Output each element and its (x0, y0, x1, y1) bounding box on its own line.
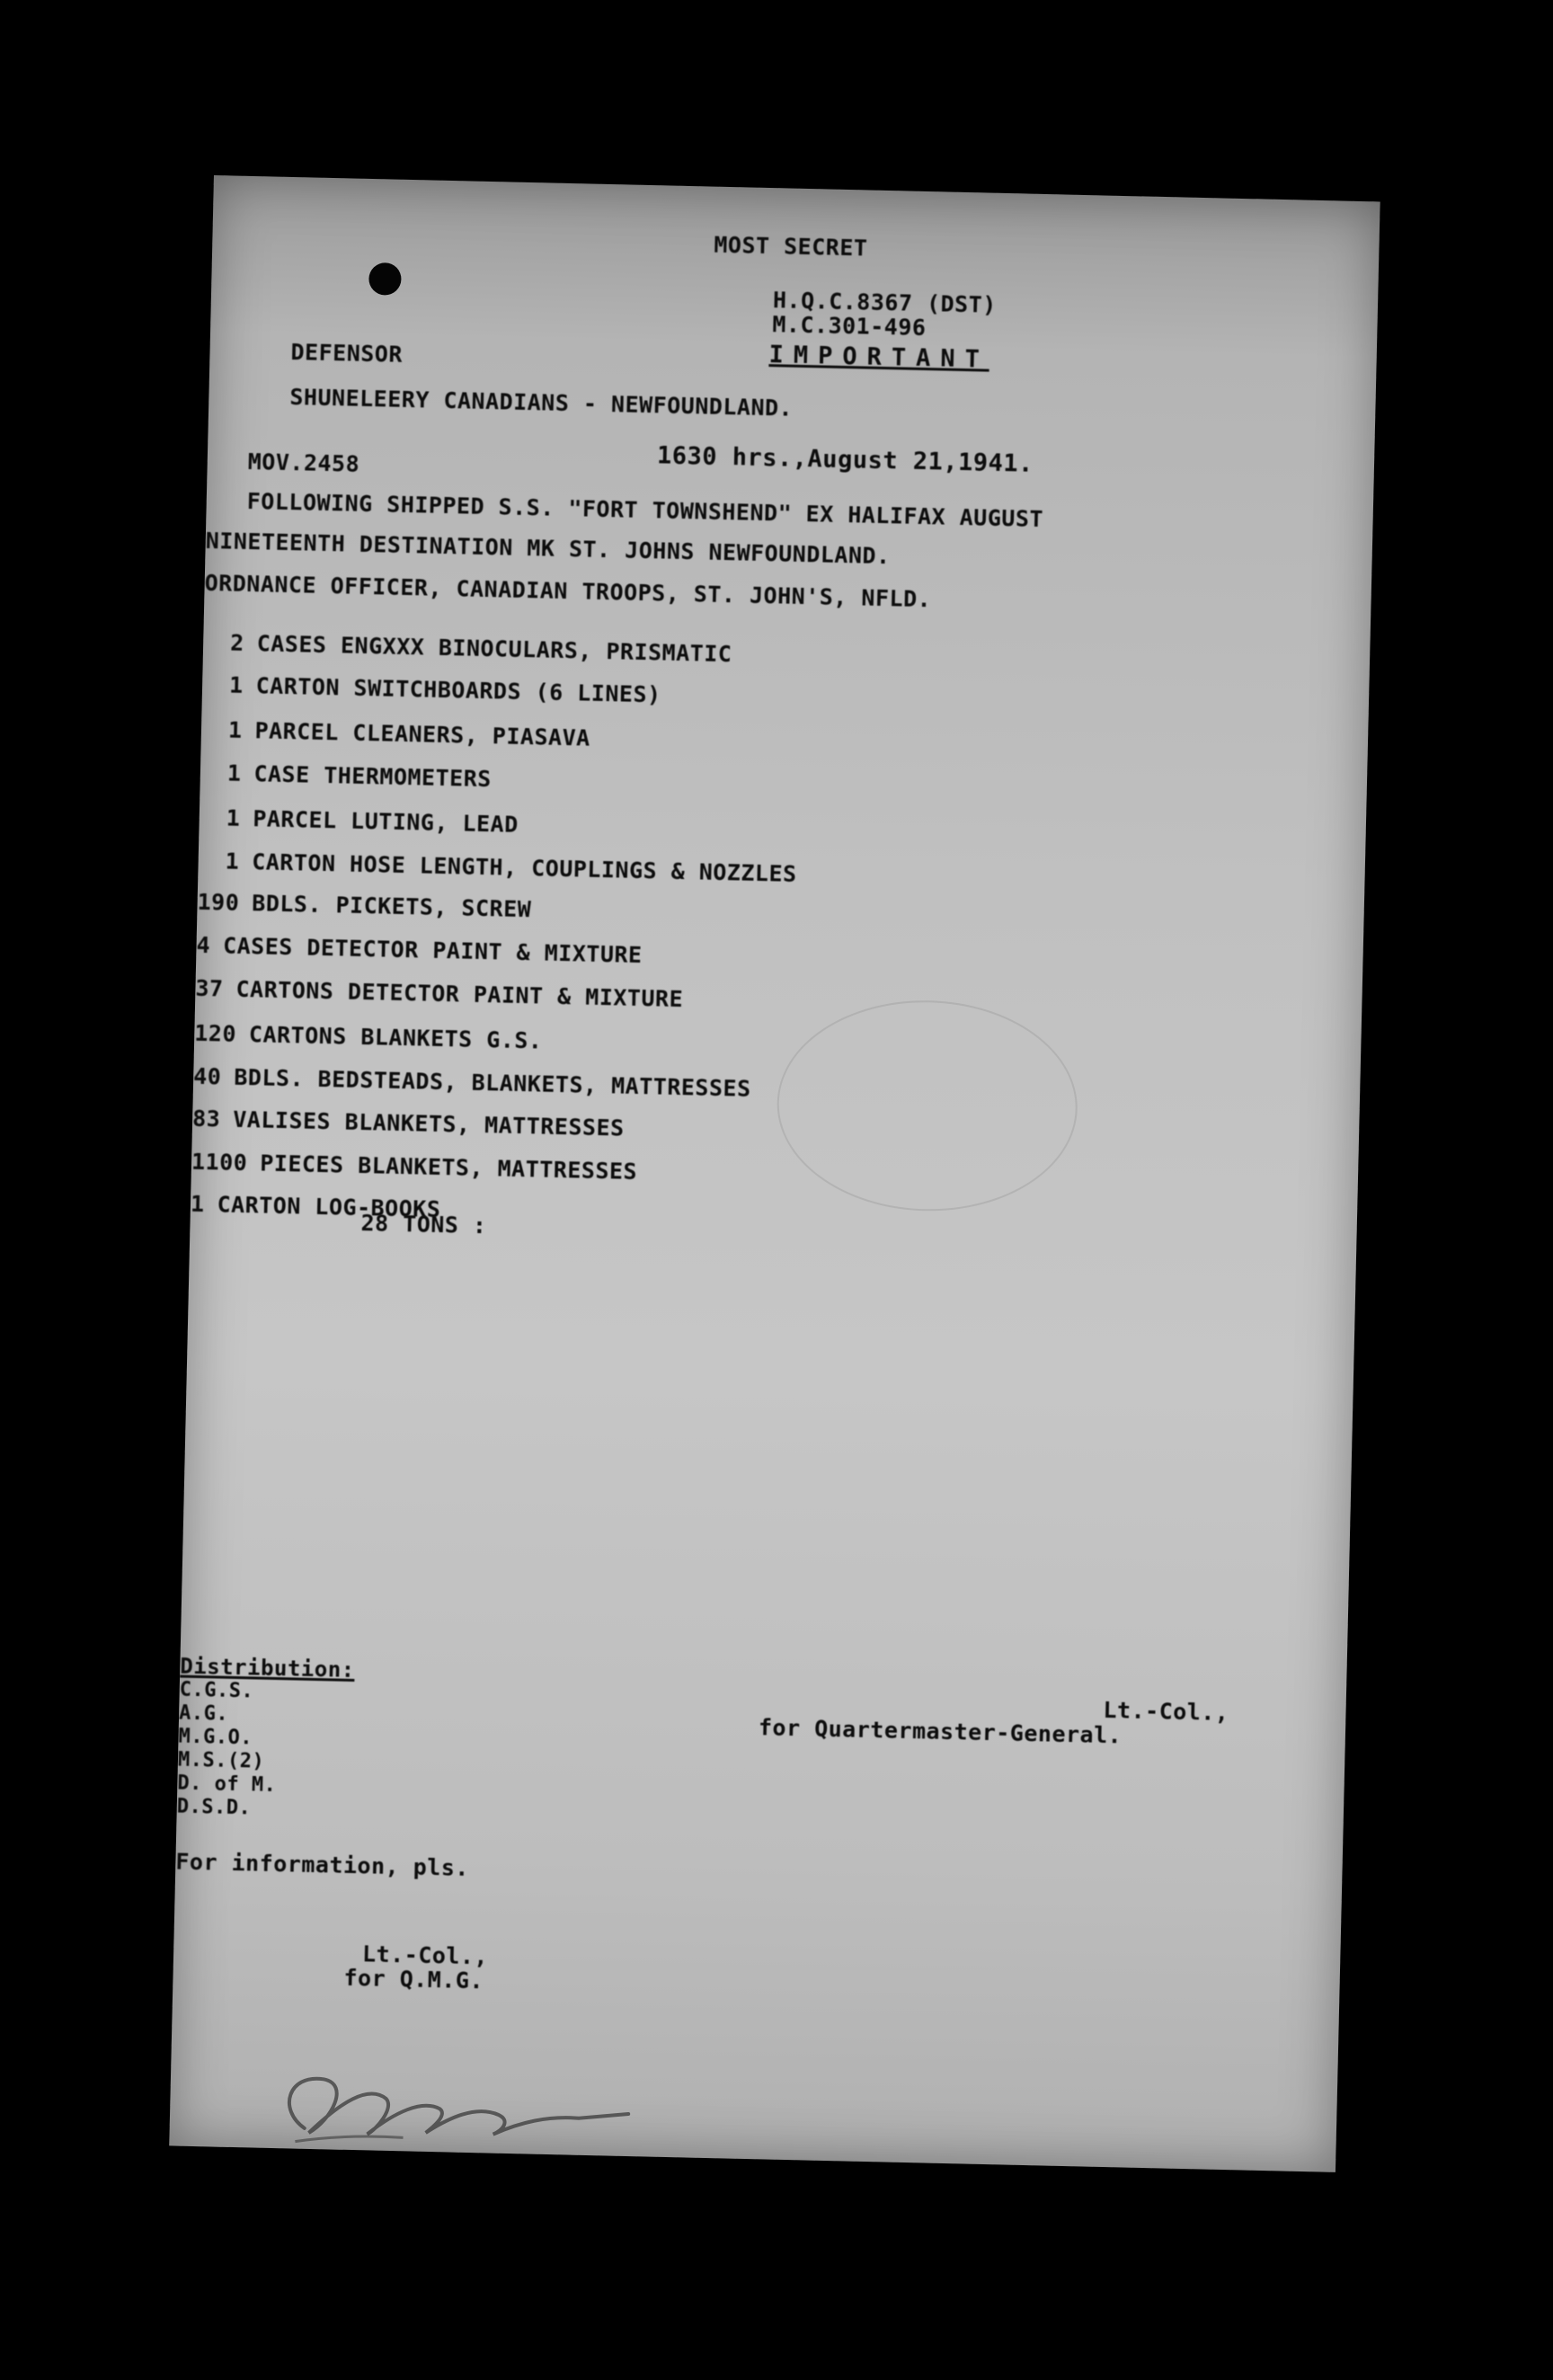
item-description: BDLS. BEDSTEADS, BLANKETS, MATTRESSES (234, 1063, 751, 1102)
distribution-entry: M.G.O. (178, 1725, 253, 1750)
information-note: For information, pls. (175, 1848, 470, 1881)
reference-number-2: M.C.301-496 (772, 311, 927, 342)
item-quantity: 1 (225, 848, 240, 875)
item-description: PARCEL LUTING, LEAD (253, 805, 519, 838)
signoff-rank: Lt.-Col., (1103, 1696, 1229, 1727)
reference-number-1: H.Q.C.8367 (DST) (772, 287, 998, 318)
item-quantity: 190 (197, 888, 240, 916)
handwritten-signature (268, 2047, 648, 2171)
message-number: MOV.2458 (247, 448, 360, 477)
list-item (225, 848, 797, 886)
list-item (191, 1149, 638, 1185)
punch-hole (368, 262, 402, 296)
list-item (230, 630, 732, 668)
document-sheet (169, 175, 1380, 2172)
list-item (197, 889, 531, 922)
item-quantity: 2 (229, 629, 245, 656)
item-quantity: 1 (190, 1190, 205, 1218)
item-description: CARTON HOSE LENGTH, COUPLINGS & NOZZLES (251, 848, 797, 887)
item-quantity: 1 (226, 759, 242, 786)
addressee-line-2: SHUNELEERY CANADIANS - NEWFOUNDLAND. (289, 383, 794, 422)
item-quantity: 1 (228, 671, 244, 698)
item-description: CASES DETECTOR PAINT & MIXTURE (222, 932, 643, 969)
priority-marking: IMPORTANT (768, 341, 990, 374)
item-description: CARTON SWITCHBOARDS (6 LINES) (255, 672, 661, 708)
item-description: CARTONS DETECTOR PAINT & MIXTURE (235, 975, 684, 1013)
item-quantity: 4 (196, 931, 211, 959)
distribution-title: Distribution: (180, 1653, 355, 1683)
list-item (196, 932, 643, 968)
list-item (229, 672, 661, 708)
item-quantity: 37 (195, 974, 224, 1002)
item-description: BDLS. PICKETS, SCREW (251, 890, 532, 923)
item-quantity: 1 (226, 804, 241, 831)
item-quantity: 83 (191, 1105, 221, 1132)
faint-stamp (775, 998, 1079, 1215)
left-signoff-for: for Q.M.G. (343, 1964, 484, 1994)
left-signoff-rank: Lt.-Col., (361, 1940, 489, 1970)
item-description: CARTONS BLANKETS G.S. (248, 1021, 543, 1054)
distribution-entry: C.G.S. (179, 1678, 254, 1703)
item-description: CARTON LOG-BOOKS (217, 1191, 441, 1223)
distribution-entry: M.S.(2) (177, 1748, 265, 1773)
item-quantity: 1100 (191, 1148, 248, 1177)
list-item (228, 717, 590, 751)
item-description: PARCEL CLEANERS, PIASAVA (254, 717, 591, 751)
item-description: CASES ENGXXX BINOCULARS, PRISMATIC (256, 630, 732, 668)
list-item (193, 1063, 751, 1102)
addressee-line-1: DEFENSOR (290, 338, 404, 368)
classification-marking: MOST SECRET (714, 231, 868, 262)
item-quantity: 120 (194, 1019, 237, 1047)
message-datetime: 1630 hrs.,August 21,1941. (656, 441, 1034, 478)
body-line-2: NINETEENTH DESTINATION MK ST. JOHNS NEWFOUNDLAND. (205, 527, 891, 570)
distribution-entry: D.S.D. (176, 1795, 252, 1820)
distribution-entry: D. of M. (177, 1772, 277, 1798)
list-item (226, 805, 519, 838)
list-item (192, 1106, 625, 1141)
item-description: VALISES BLANKETS, MATTRESSES (232, 1106, 625, 1141)
signoff-for: for Quartermaster-General. (758, 1714, 1123, 1749)
distribution-entry: A.G. (178, 1701, 229, 1726)
list-item (194, 1020, 543, 1054)
list-item (195, 975, 683, 1012)
item-description: CASE THERMOMETERS (253, 760, 493, 793)
item-quantity: 40 (192, 1062, 222, 1090)
list-item (227, 760, 493, 793)
item-description: PIECES BLANKETS, MATTRESSES (259, 1150, 638, 1185)
item-quantity: 1 (227, 716, 243, 743)
body-line-3: ORDNANCE OFFICER, CANADIAN TROOPS, ST. JOHN'S, NFLD. (204, 569, 932, 613)
total-tonnage: 28 TONS : (360, 1210, 487, 1239)
body-line-1: FOLLOWING SHIPPED S.S. "FORT TOWNSHEND" EX HALIFAX AUGUST (246, 487, 1044, 533)
